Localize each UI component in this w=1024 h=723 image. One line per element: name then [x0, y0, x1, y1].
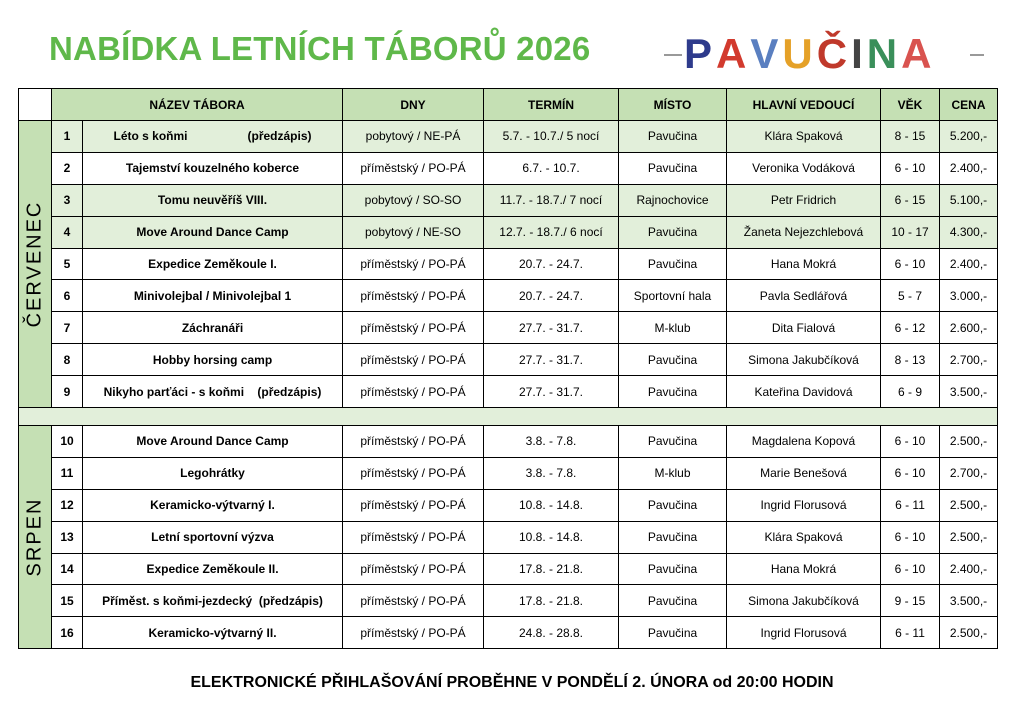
- cell-term: 3.8. - 7.8.: [484, 457, 619, 489]
- table-row: [19, 248, 998, 280]
- logo-line-right: [970, 54, 984, 56]
- month-label: SRPEN: [23, 497, 46, 577]
- camps-table: [18, 88, 998, 649]
- cell-days: příměstský / PO-PÁ: [343, 457, 484, 489]
- cell-age: 10 - 17: [881, 216, 940, 248]
- cell-price: 2.400,-: [940, 248, 998, 280]
- table-header-row: [19, 89, 998, 121]
- cell-age: 6 - 10: [881, 553, 940, 585]
- cell-row-number: 4: [52, 216, 83, 248]
- cell-price: 2.500,-: [940, 617, 998, 649]
- cell-leader: Veronika Vodáková: [727, 152, 881, 184]
- month-separator-row: [19, 408, 998, 426]
- header-corner: [19, 89, 52, 121]
- cell-days: příměstský / PO-PÁ: [343, 152, 484, 184]
- cell-leader: Ingrid Florusová: [727, 489, 881, 521]
- cell-place: Pavučina: [619, 521, 727, 553]
- cell-leader: Ingrid Florusová: [727, 617, 881, 649]
- cell-leader: Hana Mokrá: [727, 553, 881, 585]
- cell-term: 27.7. - 31.7.: [484, 312, 619, 344]
- cell-camp-name: Minivolejbal / Minivolejbal 1: [83, 280, 343, 312]
- cell-price: 2.400,-: [940, 152, 998, 184]
- cell-place: Pavučina: [619, 553, 727, 585]
- cell-leader: Kateřina Davidová: [727, 376, 881, 408]
- cell-leader: Klára Spaková: [727, 521, 881, 553]
- cell-place: Pavučina: [619, 617, 727, 649]
- cell-days: příměstský / PO-PÁ: [343, 280, 484, 312]
- cell-price: 4.300,-: [940, 216, 998, 248]
- table-row: [19, 553, 998, 585]
- cell-term: 20.7. - 24.7.: [484, 248, 619, 280]
- cell-days: příměstský / PO-PÁ: [343, 521, 484, 553]
- cell-leader: Pavla Sedlářová: [727, 280, 881, 312]
- logo-letter: P: [684, 30, 717, 77]
- cell-term: 24.8. - 28.8.: [484, 617, 619, 649]
- cell-row-number: 14: [52, 553, 83, 585]
- cell-age: 8 - 15: [881, 121, 940, 153]
- cell-term: 27.7. - 31.7.: [484, 344, 619, 376]
- table-row: [19, 489, 998, 521]
- cell-place: Pavučina: [619, 585, 727, 617]
- cell-age: 8 - 13: [881, 344, 940, 376]
- cell-age: 6 - 12: [881, 312, 940, 344]
- pavucina-logo: [664, 30, 984, 82]
- cell-days: pobytový / SO-SO: [343, 184, 484, 216]
- cell-camp-name: Letní sportovní výzva: [83, 521, 343, 553]
- cell-leader: Marie Benešová: [727, 457, 881, 489]
- cell-camp-name: Move Around Dance Camp: [83, 216, 343, 248]
- cell-term: 3.8. - 7.8.: [484, 426, 619, 458]
- month-label: ČERVENEC: [23, 200, 46, 328]
- cell-leader: Simona Jakubčíková: [727, 585, 881, 617]
- cell-age: 6 - 10: [881, 248, 940, 280]
- cell-price: 3.500,-: [940, 585, 998, 617]
- cell-age: 9 - 15: [881, 585, 940, 617]
- cell-term: 17.8. - 21.8.: [484, 553, 619, 585]
- header-age: VĚK: [881, 89, 940, 121]
- cell-row-number: 13: [52, 521, 83, 553]
- logo-letter: A: [716, 30, 751, 77]
- cell-place: M-klub: [619, 457, 727, 489]
- cell-row-number: 8: [52, 344, 83, 376]
- table-row: [19, 216, 998, 248]
- cell-term: 11.7. - 18.7./ 7 nocí: [484, 184, 619, 216]
- cell-place: Pavučina: [619, 121, 727, 153]
- cell-term: 17.8. - 21.8.: [484, 585, 619, 617]
- cell-age: 6 - 11: [881, 489, 940, 521]
- table-row: [19, 121, 998, 153]
- table-row: [19, 280, 998, 312]
- cell-term: 5.7. - 10.7./ 5 nocí: [484, 121, 619, 153]
- month-cell: [19, 121, 52, 408]
- cell-camp-name: Příměst. s koňmi-jezdecký (předzápis): [83, 585, 343, 617]
- cell-camp-name: Expedice Zeměkoule I.: [83, 248, 343, 280]
- month-separator: [19, 408, 998, 426]
- header-leader: HLAVNÍ VEDOUCÍ: [727, 89, 881, 121]
- cell-days: příměstský / PO-PÁ: [343, 376, 484, 408]
- cell-days: příměstský / PO-PÁ: [343, 344, 484, 376]
- cell-camp-name: Nikyho parťáci - s koňmi (předzápis): [83, 376, 343, 408]
- header-place: MÍSTO: [619, 89, 727, 121]
- cell-leader: Dita Fialová: [727, 312, 881, 344]
- cell-price: 2.400,-: [940, 553, 998, 585]
- logo-line-left: [664, 54, 682, 56]
- cell-age: 6 - 10: [881, 521, 940, 553]
- cell-row-number: 12: [52, 489, 83, 521]
- cell-days: příměstský / PO-PÁ: [343, 248, 484, 280]
- cell-price: 2.500,-: [940, 426, 998, 458]
- table-row: [19, 344, 998, 376]
- cell-place: Pavučina: [619, 426, 727, 458]
- cell-term: 10.8. - 14.8.: [484, 521, 619, 553]
- cell-row-number: 16: [52, 617, 83, 649]
- month-cell: [19, 426, 52, 649]
- cell-camp-name: Keramicko-výtvarný II.: [83, 617, 343, 649]
- registration-note: ELEKTRONICKÉ PŘIHLAŠOVÁNÍ PROBĚHNE V PONDĚLÍ 2. ÚNORA od 20:00 HODIN: [190, 674, 834, 691]
- cell-price: 3.000,-: [940, 280, 998, 312]
- logo-letter: N: [866, 30, 902, 77]
- cell-place: Pavučina: [619, 248, 727, 280]
- cell-place: Pavučina: [619, 376, 727, 408]
- logo-letter: Č: [816, 30, 852, 77]
- cell-days: příměstský / PO-PÁ: [343, 426, 484, 458]
- cell-leader: Simona Jakubčíková: [727, 344, 881, 376]
- cell-place: Pavučina: [619, 489, 727, 521]
- cell-days: pobytový / NE-SO: [343, 216, 484, 248]
- logo-letter: U: [782, 30, 817, 77]
- cell-leader: Magdalena Kopová: [727, 426, 881, 458]
- cell-days: pobytový / NE-PÁ: [343, 121, 484, 153]
- cell-row-number: 10: [52, 426, 83, 458]
- cell-age: 6 - 10: [881, 152, 940, 184]
- cell-camp-name: Hobby horsing camp: [83, 344, 343, 376]
- cell-camp-name: Move Around Dance Camp: [83, 426, 343, 458]
- cell-price: 2.700,-: [940, 344, 998, 376]
- header-price: CENA: [940, 89, 998, 121]
- cell-place: Pavučina: [619, 344, 727, 376]
- cell-price: 2.500,-: [940, 489, 998, 521]
- table-row: [19, 184, 998, 216]
- cell-term: 20.7. - 24.7.: [484, 280, 619, 312]
- cell-leader: Žaneta Nejezchlebová: [727, 216, 881, 248]
- table-row: [19, 312, 998, 344]
- table-row: [19, 457, 998, 489]
- cell-leader: Petr Fridrich: [727, 184, 881, 216]
- cell-camp-name: Tomu neuvěříš VIII.: [83, 184, 343, 216]
- table-row: [19, 617, 998, 649]
- cell-row-number: 7: [52, 312, 83, 344]
- cell-age: 6 - 15: [881, 184, 940, 216]
- cell-row-number: 5: [52, 248, 83, 280]
- cell-term: 12.7. - 18.7./ 6 nocí: [484, 216, 619, 248]
- cell-place: Rajnochovice: [619, 184, 727, 216]
- cell-days: příměstský / PO-PÁ: [343, 312, 484, 344]
- cell-place: M-klub: [619, 312, 727, 344]
- cell-camp-name: Expedice Zeměkoule II.: [83, 553, 343, 585]
- cell-price: 2.700,-: [940, 457, 998, 489]
- cell-price: 5.100,-: [940, 184, 998, 216]
- cell-days: příměstský / PO-PÁ: [343, 585, 484, 617]
- cell-price: 3.500,-: [940, 376, 998, 408]
- cell-row-number: 9: [52, 376, 83, 408]
- cell-term: 27.7. - 31.7.: [484, 376, 619, 408]
- table-row: [19, 376, 998, 408]
- table-row: [19, 521, 998, 553]
- cell-days: příměstský / PO-PÁ: [343, 617, 484, 649]
- cell-days: příměstský / PO-PÁ: [343, 489, 484, 521]
- cell-term: 6.7. - 10.7.: [484, 152, 619, 184]
- cell-term: 10.8. - 14.8.: [484, 489, 619, 521]
- logo-letters: [684, 30, 935, 78]
- cell-camp-name: Tajemství kouzelného koberce: [83, 152, 343, 184]
- header-term: TERMÍN: [484, 89, 619, 121]
- logo-letter: V: [750, 30, 783, 77]
- cell-place: Sportovní hala: [619, 280, 727, 312]
- cell-leader: Hana Mokrá: [727, 248, 881, 280]
- cell-age: 6 - 11: [881, 617, 940, 649]
- header-name: NÁZEV TÁBORA: [52, 89, 343, 121]
- cell-camp-name: Záchranáři: [83, 312, 343, 344]
- logo-letter: I: [851, 30, 867, 77]
- cell-place: Pavučina: [619, 152, 727, 184]
- page-title: NABÍDKA LETNÍCH TÁBORŮ 2026: [49, 30, 591, 67]
- cell-camp-name: Léto s koňmi (předzápis): [83, 121, 343, 153]
- cell-row-number: 1: [52, 121, 83, 153]
- cell-row-number: 6: [52, 280, 83, 312]
- cell-camp-name: Keramicko-výtvarný I.: [83, 489, 343, 521]
- cell-row-number: 2: [52, 152, 83, 184]
- cell-row-number: 11: [52, 457, 83, 489]
- cell-leader: Klára Spaková: [727, 121, 881, 153]
- logo-letter: A: [901, 30, 936, 77]
- cell-age: 5 - 7: [881, 280, 940, 312]
- cell-age: 6 - 9: [881, 376, 940, 408]
- cell-row-number: 3: [52, 184, 83, 216]
- table-row: [19, 585, 998, 617]
- cell-row-number: 15: [52, 585, 83, 617]
- cell-age: 6 - 10: [881, 457, 940, 489]
- cell-days: příměstský / PO-PÁ: [343, 553, 484, 585]
- table-row: [19, 152, 998, 184]
- table-row: [19, 426, 998, 458]
- header-days: DNY: [343, 89, 484, 121]
- cell-age: 6 - 10: [881, 426, 940, 458]
- cell-price: 5.200,-: [940, 121, 998, 153]
- cell-price: 2.500,-: [940, 521, 998, 553]
- cell-camp-name: Legohrátky: [83, 457, 343, 489]
- cell-place: Pavučina: [619, 216, 727, 248]
- cell-price: 2.600,-: [940, 312, 998, 344]
